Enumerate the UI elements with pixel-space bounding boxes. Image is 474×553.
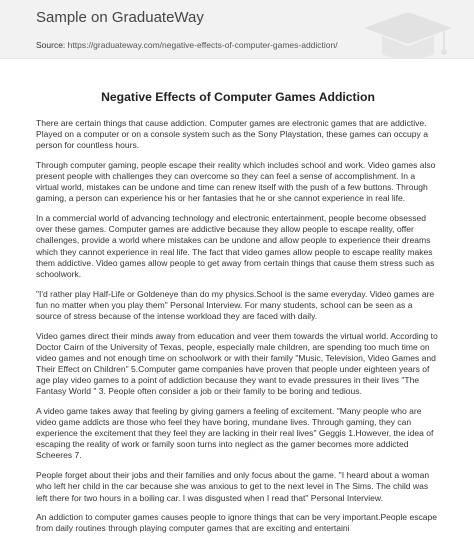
graduation-cap-icon	[362, 6, 454, 58]
source-url-link[interactable]: https://graduateway.com/negative-effects-of-computer-games-addiction/	[67, 40, 338, 50]
paragraph: In a commercial world of advancing technology and electronic entertainment, people become obsessed over these games. Computer games are addictive because they allow people to escape reality, offer challenges, provide a world where mistakes can be undone and allow people to experience their dreams which they cannot experience in real life. The fact that video games allow people to escape reality makes them addictive. Video games allow people to get away from certain things that cause them stress such as schoolwork.	[36, 213, 435, 279]
site-title: Sample on GraduateWay	[36, 9, 204, 26]
document-title: Negative Effects of Computer Games Addiction	[101, 90, 375, 104]
paragraph: People forget about their jobs and their families and only focus about the game. "I heard about a woman who left her child in the car because she was anxious to get to the next level in The Sims. The child was left there for two hours in a boiling car. I was disgusted when I read that" Personal Interview.	[36, 470, 430, 503]
paragraph: An addiction to computer games causes people to ignore things that can be very important.People escape from daily routines through playing computer games that are exciting and entertaini	[36, 512, 437, 534]
paragraph: There are certain things that cause addiction. Computer games are electronic games that are addictive. Played on a computer or on a console system such as the Sony Playstation, these games can occupy a person for countless hours.	[36, 118, 428, 151]
document-body	[36, 90, 440, 543]
paragraph: "I'd rather play Half-Life or Goldeneye than do my physics.School is the same everyday. Video games are fun no matter when you play them" Personal Interview. For many students, school can be seen as a source of stress because of the intense workload they are faced with daily.	[36, 288, 435, 321]
source-label: Source:	[36, 40, 66, 50]
paragraph: Through computer gaming, people escape their reality which includes school and work. Video games also present people with challenges they can overcome so they can feel a sense of accomplishment. In a virtual world, mistakes can be undone and time can renew itself with the push of a few buttons. Through gaming, a person can experience his or her fantasies that he or she cannot experience in real life.	[36, 160, 436, 204]
paragraph: Video games direct their minds away from education and veer them towards the virtual world. According to Doctor Cairn of the University of Texas, people, especially male children, are spending too much time on video games and not enough time on schoolwork or with their family "Music, Television, Video Games and Their Effect on Children" 5.Computer game companies have proven that people under eighteen years of age play video games to a point of addiction because they want to evade pressures in their lives "The Fantasy World " 3. People often consider a job or their family to be boring and tedious.	[36, 330, 438, 397]
paragraph: A video game takes away that feeling by giving gamers a feeling of excitement. "Many people who are video game addicts are those who feel they have boring, mundane lives. Through gaming, they can experience the excitement that they feel they are lacking in their real lives" Geggis 1.However, the idea of escaping the reality of work or family soon turns into neglect as the gamer becomes more addicted Scheeres 7.	[36, 406, 434, 461]
site-header	[0, 0, 474, 59]
source-line	[36, 40, 338, 50]
